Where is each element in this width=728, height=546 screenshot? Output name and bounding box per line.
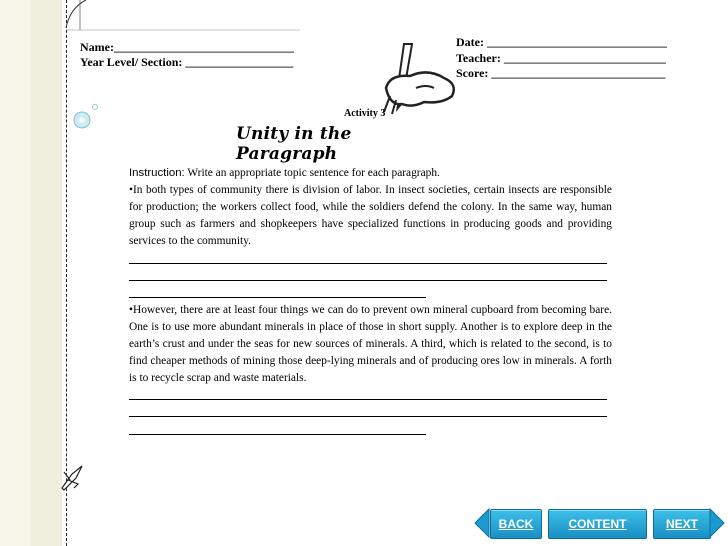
paragraph-1: •In both types of community there is division of labor. In insect societies, certain insects are responsible for production; the workers collect food, while the soldiers defend the colony. In the same way, human group such as farmers and shopkeepers have specialized functions in producing goods and providing services to the community. [129,184,612,248]
teacher-field: Teacher: ___________________________ [456,51,666,65]
content-button[interactable] [548,509,647,539]
left-decor-band [0,0,62,546]
answer-line [129,268,612,285]
hand-writing-icon [376,38,462,118]
activity-number: Activity 3 [344,108,386,119]
pen-nib-icon [58,462,86,492]
back-arrow-icon[interactable] [474,508,490,538]
score-field: Score: _____________________________ [456,66,666,80]
content-label: CONTENT [568,517,627,531]
instruction-text: Write an appropriate topic sentence for each paragraph. [184,167,440,179]
page-title: Unity in the Paragraph [236,124,352,164]
answer-line [129,421,612,438]
worksheet-body [129,165,612,439]
name-field: Name:______________________________ [80,40,294,54]
back-button[interactable] [490,509,542,539]
next-label: NEXT [665,517,698,531]
next-arrow-icon[interactable] [709,508,725,538]
next-button[interactable] [653,509,711,539]
answer-line [129,285,612,302]
answer-line [129,404,612,421]
answer-line [129,387,612,404]
back-label: BACK [498,517,534,531]
bubble-icon [74,112,90,128]
date-field: Date: ______________________________ [456,35,667,49]
paragraph-2: •However, there are at least four things we can do to prevent own mineral cupboard from becoming bare. One is to use more abundant minerals in place of those in short supply. Another is to explore deep in the earth’s crust and under the seas for new sources of minerals. A third, which is related to the second, is to find cheaper methods of mining those deep-lying minerals and of producing ores low in minerals. A forth is to recycle scrap and waste materials. [129,303,612,385]
instruction-label: Instruction: [129,167,185,179]
instruction [129,165,612,182]
answer-line [129,250,612,267]
year-level-section-field: Year Level/ Section: __________________ [80,55,294,69]
